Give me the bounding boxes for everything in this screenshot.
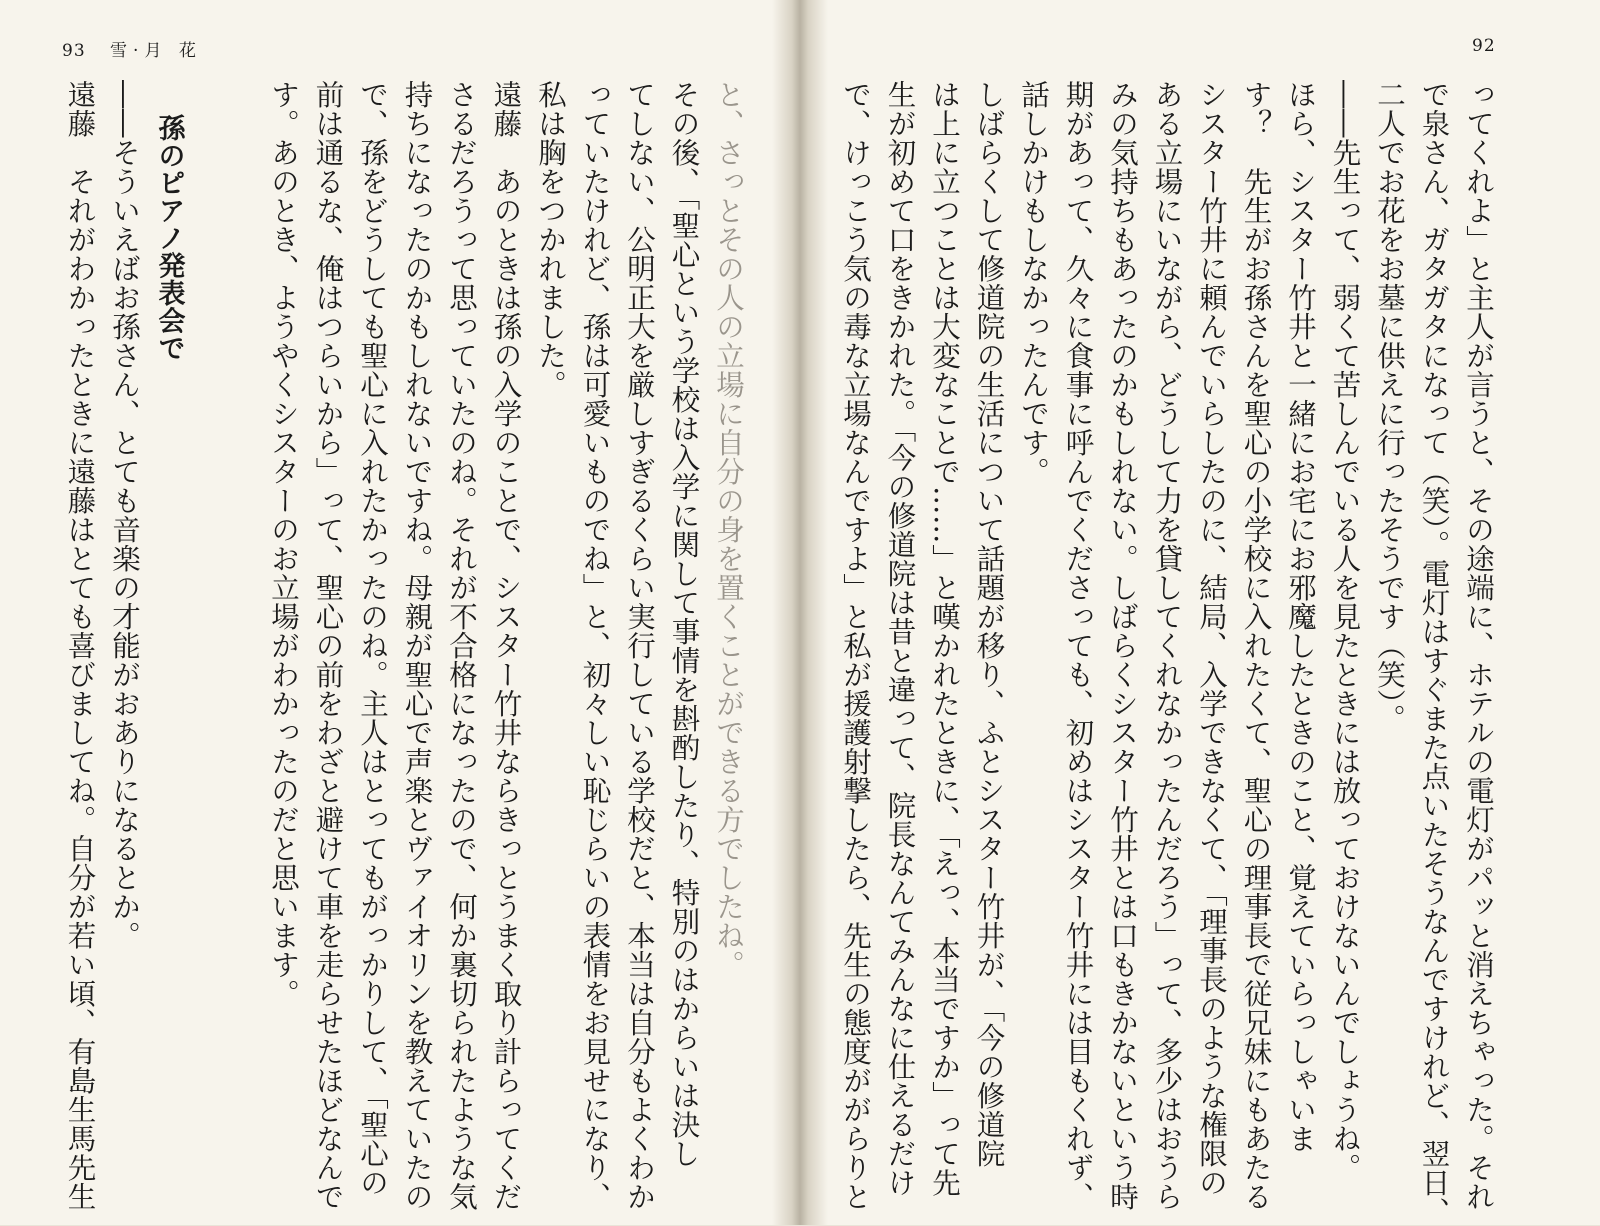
- text-column: さるだろうって思っていたのね。それが不合格になったので、何か裏切られたような気: [445, 80, 478, 1211]
- text-column: 生が初めて口をきかれた。「今の修道院は昔と違って、院長なんてみんなに仕えるだけ: [883, 80, 917, 1197]
- text-column: 私は胸をつかれました。: [534, 80, 567, 399]
- text-column: と、さっとその人の立場に自分の身を置くことができる方でしたね。: [712, 80, 745, 979]
- text-column: す？ 先生がお孫さんを聖心の小学校に入れたくて、聖心の理事長で従兄妹にもあたる: [1239, 80, 1273, 1211]
- text-column: 前は通るな、俺はつらいから」って、聖心の前をわざと避けて車を走らせたほどなんで: [311, 80, 345, 1211]
- text-column: 持ちになったのかもしれないですね。母親が聖心で声楽とヴァイオリンを教えていたの: [400, 80, 434, 1211]
- right-page: [800, 0, 1600, 1225]
- left-page: [0, 0, 790, 1225]
- text-column: その後、「聖心という学校は入学に関して事情を斟酌したり、特別のはからいは決し: [667, 80, 701, 1168]
- text-column: ってくれよ」と主人が言うと、その途端に、ホテルの電灯がパッと消えちゃった。それ: [1462, 80, 1495, 1211]
- right-page-number: 92: [1472, 36, 1496, 56]
- text-column: す。あのとき、ようやくシスターのお立場がわかったのだと思います。: [267, 80, 300, 1008]
- section-gap: [231, 80, 261, 1190]
- text-column: ――先生って、弱くて苦しんでいる人を見たときには放っておけないんでしょうね。: [1328, 80, 1362, 1182]
- left-page-body: [60, 80, 750, 1211]
- text-column: しばらくして修道院の生活について話題が移り、ふとシスター竹井が、「今の修道院: [972, 80, 1006, 1168]
- text-column: 遠藤 あのときは孫の入学のことで、シスター竹井ならきっとうまく取り計らってくだ: [489, 80, 523, 1211]
- text-column: シスター竹井に頼んでいらしたのに、結局、入学できなくて、「理事長のような権限の: [1195, 80, 1228, 1197]
- text-column: 期があって、久々に食事に呼んでくださっても、初めはシスター竹井には目もくれず、: [1061, 80, 1095, 1211]
- text-column: ほら、シスター竹井と一緒にお宅にお邪魔したときのこと、覚えていらっしゃいま: [1284, 80, 1317, 1153]
- running-title: 雪·月 花: [110, 41, 202, 61]
- text-column: ある立場にいながら、どうして力を貸してくれなかったんだろう」って、多少はおうら: [1150, 80, 1184, 1211]
- text-column: てしない、公明正大を厳しすぎるくらい実行している学校だと、本当は自分もよくわか: [623, 80, 656, 1211]
- text-column: で泉さん、ガタガタになって（笑）。電灯はすぐまた点いたそうなんですけれど、翌日、: [1417, 80, 1451, 1226]
- text-column: で、孫をどうしても聖心に入れたかったのね。主人はとってもがっかりして、「聖心の: [356, 80, 389, 1197]
- text-column: は上に立つことは大変なことで……」と嘆かれたときに、「えっ、本当ですか」って先: [928, 80, 961, 1197]
- left-page-header: [62, 36, 202, 61]
- text-column: 話しかけもしなかったんです。: [1017, 80, 1050, 486]
- right-page-body: [810, 80, 1500, 1226]
- text-column: っていたけれど、孫は可愛いものでね」と、初々しい恥じらいの表情をお見せになり、: [578, 80, 612, 1211]
- text-column: で、けっこう気の毒な立場なんですよ」と私が援護射撃したら、先生の態度ががらりと: [839, 80, 872, 1211]
- text-column: みの気持ちもあったのかもしれない。しばらくシスター竹井とは口もきかないという時: [1106, 80, 1139, 1211]
- left-page-number: 93: [62, 41, 86, 61]
- section-heading: 孫のピアノ発表会で: [153, 114, 185, 362]
- text-column: ――そういえばお孫さん、とても音楽の才能がおありになるとか。: [108, 80, 141, 950]
- text-column: 二人でお花をお墓に供えに行ったそうです（笑）。: [1373, 80, 1406, 733]
- book-gutter: [772, 0, 828, 1225]
- text-column: 遠藤 それがわかったときに遠藤はとても喜びましてね。自分が若い頃、有島生馬先生: [63, 80, 97, 1211]
